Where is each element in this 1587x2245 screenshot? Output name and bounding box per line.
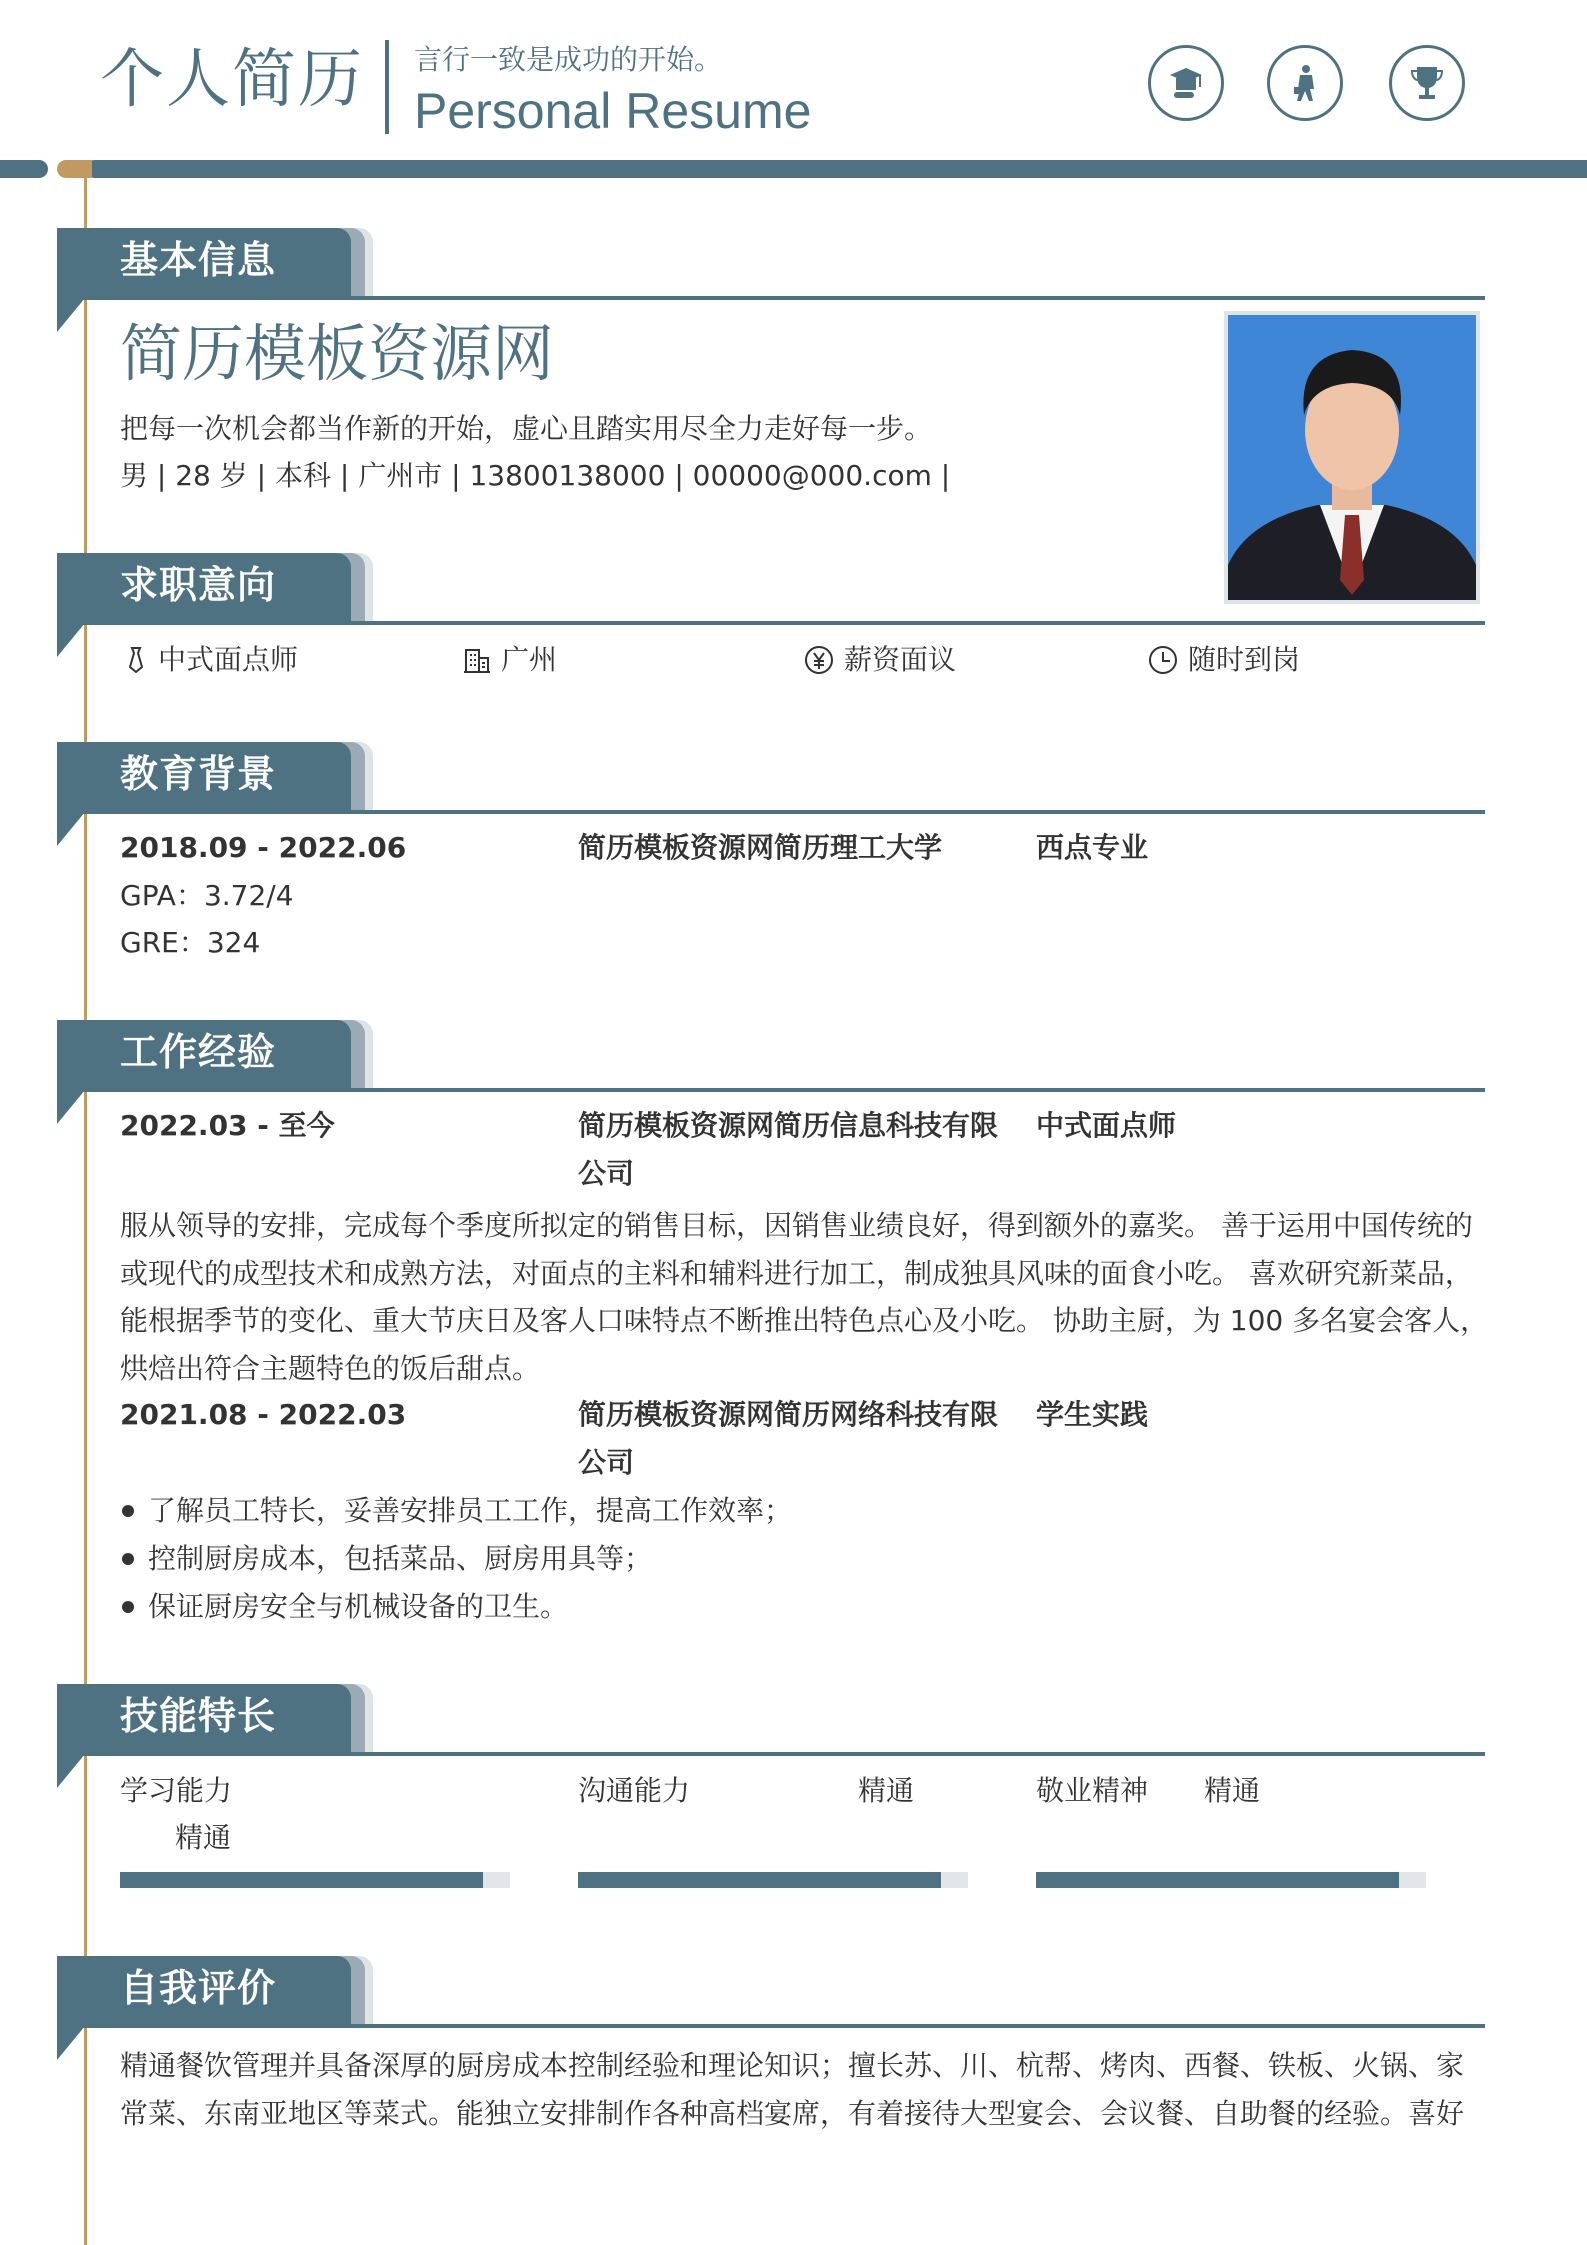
education-gpa: GPA：3.72/4 xyxy=(120,879,294,912)
section-title: 自我评价 xyxy=(120,1966,277,2010)
header-bar-accent xyxy=(57,160,92,178)
timeline-line xyxy=(84,178,87,2245)
education-school: 简历模板资源网简历理工大学 xyxy=(578,831,943,864)
personal-motto: 把每一次机会都当作新的开始，虚心且踏实用尽全力走好每一步。 xyxy=(120,412,933,445)
intent-label: 薪资面议 xyxy=(844,643,957,676)
intent-availability xyxy=(1148,643,1300,677)
job-bullet xyxy=(122,1542,652,1576)
self-evaluation-text xyxy=(120,2042,1580,2137)
bullet-icon xyxy=(122,1601,134,1613)
job-company-cont: 公司 xyxy=(578,1157,635,1190)
section-skills xyxy=(57,1684,1485,1788)
job-bullet xyxy=(122,1590,568,1624)
trophy-icon xyxy=(1389,45,1465,121)
education-period: 2018.09 - 2022.06 xyxy=(120,831,407,864)
section-title: 教育背景 xyxy=(120,752,277,796)
job-company: 简历模板资源网简历信息科技有限 xyxy=(578,1109,999,1142)
skill-bar xyxy=(578,1872,968,1888)
job-bullet xyxy=(122,1494,792,1528)
education-gre: GRE：324 xyxy=(120,926,261,959)
job-description xyxy=(120,1202,1580,1392)
text-line: 精通餐饮管理并具备深厚的厨房成本控制经验和理论知识；擅长苏、川、杭帮、烤肉、西餐、铁板、火锅、家 xyxy=(120,2049,1465,2082)
businessman-icon xyxy=(1267,45,1343,121)
job-period: 2021.08 - 2022.03 xyxy=(120,1398,407,1431)
skill-name: 学习能力 xyxy=(120,1774,233,1807)
section-title: 基本信息 xyxy=(120,238,277,282)
text-line: 能根据季节的变化、重大节庆日及客人口味特点不断推出特色点心及小吃。 协助主厨，为 100 多名宴会客人， xyxy=(120,1304,1489,1337)
skill-bar xyxy=(120,1872,510,1888)
intent-label: 随时到岗 xyxy=(1188,643,1301,676)
bullet-icon xyxy=(122,1553,134,1565)
job-period: 2022.03 - 至今 xyxy=(120,1109,335,1142)
graduation-cap-icon xyxy=(1148,45,1224,121)
skill-bar xyxy=(1036,1872,1426,1888)
skill-bar-fill xyxy=(1036,1872,1399,1888)
job-company: 简历模板资源网简历网络科技有限 xyxy=(578,1398,999,1431)
section-title: 求职意向 xyxy=(120,563,277,607)
resume-title: 个人简历 xyxy=(100,43,364,117)
skill-level: 精通 xyxy=(175,1821,232,1854)
tie-icon xyxy=(124,646,148,674)
skill-name: 敬业精神 xyxy=(1036,1774,1149,1807)
skill-bar-fill xyxy=(120,1872,483,1888)
text-line: 或现代的成型技术和成熟方法，对面点的主料和辅料进行加工，制成独具风味的面食小吃。 喜欢研究新菜品， xyxy=(120,1256,1473,1290)
text-line: 服从领导的安排，完成每个季度所拟定的销售目标，因销售业绩良好，得到额外的嘉奖。 善于运用中国传统的 xyxy=(120,1209,1473,1242)
intent-label: 广州 xyxy=(501,643,558,676)
bullet-text: 保证厨房安全与机械设备的卫生。 xyxy=(148,1590,569,1623)
text-line: 烘焙出符合主题特色的饭后甜点。 xyxy=(120,1351,541,1385)
header-divider xyxy=(385,40,389,134)
header-motto: 言行一致是成功的开始。 xyxy=(414,43,723,76)
intent-label: 中式面点师 xyxy=(158,643,299,676)
section-title: 工作经验 xyxy=(120,1030,277,1074)
skill-level: 精通 xyxy=(858,1774,915,1807)
text-line: 常菜、东南亚地区等菜式。能独立安排制作各种高档宴席，有着接待大型宴会、会议餐、自助餐的经验。喜好 xyxy=(120,2096,1465,2130)
yuan-icon xyxy=(804,645,834,675)
building-icon xyxy=(463,646,491,674)
intent-position xyxy=(124,643,298,677)
job-role: 学生实践 xyxy=(1036,1398,1149,1431)
bullet-text: 控制厨房成本，包括菜品、厨房用具等； xyxy=(148,1542,653,1575)
skill-level: 精通 xyxy=(1204,1774,1261,1807)
clock-icon xyxy=(1148,645,1178,675)
header-bar xyxy=(86,160,1587,178)
job-company-cont: 公司 xyxy=(578,1446,635,1479)
section-title: 技能特长 xyxy=(120,1694,277,1738)
skill-bar-fill xyxy=(578,1872,941,1888)
personal-info: 男 | 28 岁 | 本科 | 广州市 | 13800138000 | 00000@000.com | xyxy=(120,459,951,492)
header-subtitle: Personal Resume xyxy=(414,83,812,139)
job-role: 中式面点师 xyxy=(1036,1109,1177,1142)
education-major: 西点专业 xyxy=(1036,831,1149,864)
header-bar-left xyxy=(0,160,48,178)
bullet-icon xyxy=(122,1505,134,1517)
candidate-name: 简历模板资源网 xyxy=(120,317,555,390)
skill-name: 沟通能力 xyxy=(578,1774,691,1807)
intent-city xyxy=(463,643,557,677)
intent-salary xyxy=(804,643,956,677)
bullet-text: 了解员工特长，妥善安排员工工作，提高工作效率； xyxy=(148,1494,793,1527)
section-job-intent xyxy=(57,553,1485,657)
